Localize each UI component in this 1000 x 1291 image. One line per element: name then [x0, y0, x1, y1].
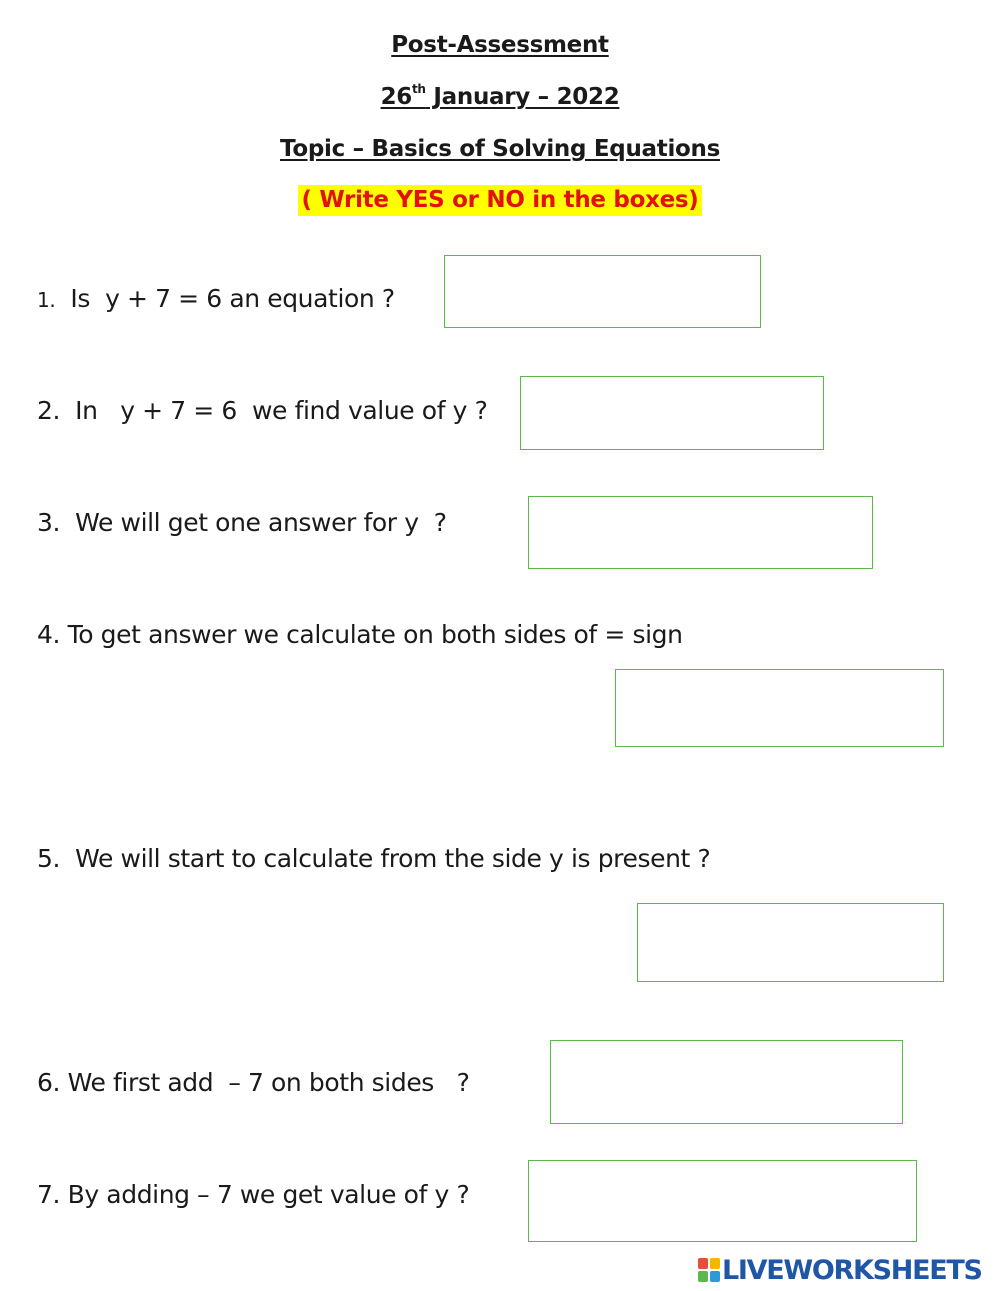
question-4-text: To get answer we calculate on both sides of = sign: [60, 620, 683, 649]
liveworksheets-blocks-icon: [698, 1258, 720, 1282]
logo-block-red: [698, 1258, 708, 1269]
question-3-number: 3.: [37, 508, 61, 537]
worksheet-title: Post-Assessment: [391, 32, 609, 58]
date-day: 26: [380, 84, 412, 110]
question-6: [37, 1068, 469, 1097]
question-1-text: Is y + 7 = 6 an equation ?: [55, 284, 395, 313]
question-3: [37, 508, 447, 537]
liveworksheets-logo: [698, 1254, 982, 1286]
question-2: [37, 396, 487, 425]
question-4-number: 4.: [37, 620, 61, 649]
logo-text: LIVEWORKSHEETS: [722, 1254, 982, 1286]
logo-block-blue: [710, 1271, 720, 1282]
question-6-number: 6.: [37, 1068, 61, 1097]
question-5-number: 5.: [37, 844, 61, 873]
question-7-text: By adding – 7 we get value of y ?: [60, 1180, 470, 1209]
answer-box-1[interactable]: [444, 255, 761, 328]
answer-box-5[interactable]: [637, 903, 944, 982]
instructions-container: [0, 185, 1000, 216]
worksheet-date: [0, 84, 1000, 110]
question-1-number: 1.: [37, 288, 56, 312]
instructions-text: ( Write YES or NO in the boxes): [298, 185, 701, 216]
question-7-number: 7.: [37, 1180, 61, 1209]
question-3-text: We will get one answer for y ?: [60, 508, 447, 537]
answer-box-7[interactable]: [528, 1160, 917, 1242]
question-2-number: 2.: [37, 396, 61, 425]
answer-box-2[interactable]: [520, 376, 824, 450]
answer-box-6[interactable]: [550, 1040, 903, 1124]
logo-block-green: [698, 1271, 708, 1282]
question-4: [37, 620, 683, 649]
question-2-text: In y + 7 = 6 we find value of y ?: [60, 396, 488, 425]
question-5-text: We will start to calculate from the side y is present ?: [60, 844, 711, 873]
question-7: [37, 1180, 469, 1209]
date-suffix: th: [412, 82, 426, 96]
answer-box-3[interactable]: [528, 496, 873, 569]
worksheet-topic: Topic – Basics of Solving Equations: [280, 136, 720, 162]
logo-block-yellow: [710, 1258, 720, 1269]
question-6-text: We first add – 7 on both sides ?: [60, 1068, 470, 1097]
question-5: [37, 844, 710, 873]
date-rest: January – 2022: [425, 84, 620, 110]
question-1: [37, 284, 395, 313]
answer-box-4[interactable]: [615, 669, 944, 747]
